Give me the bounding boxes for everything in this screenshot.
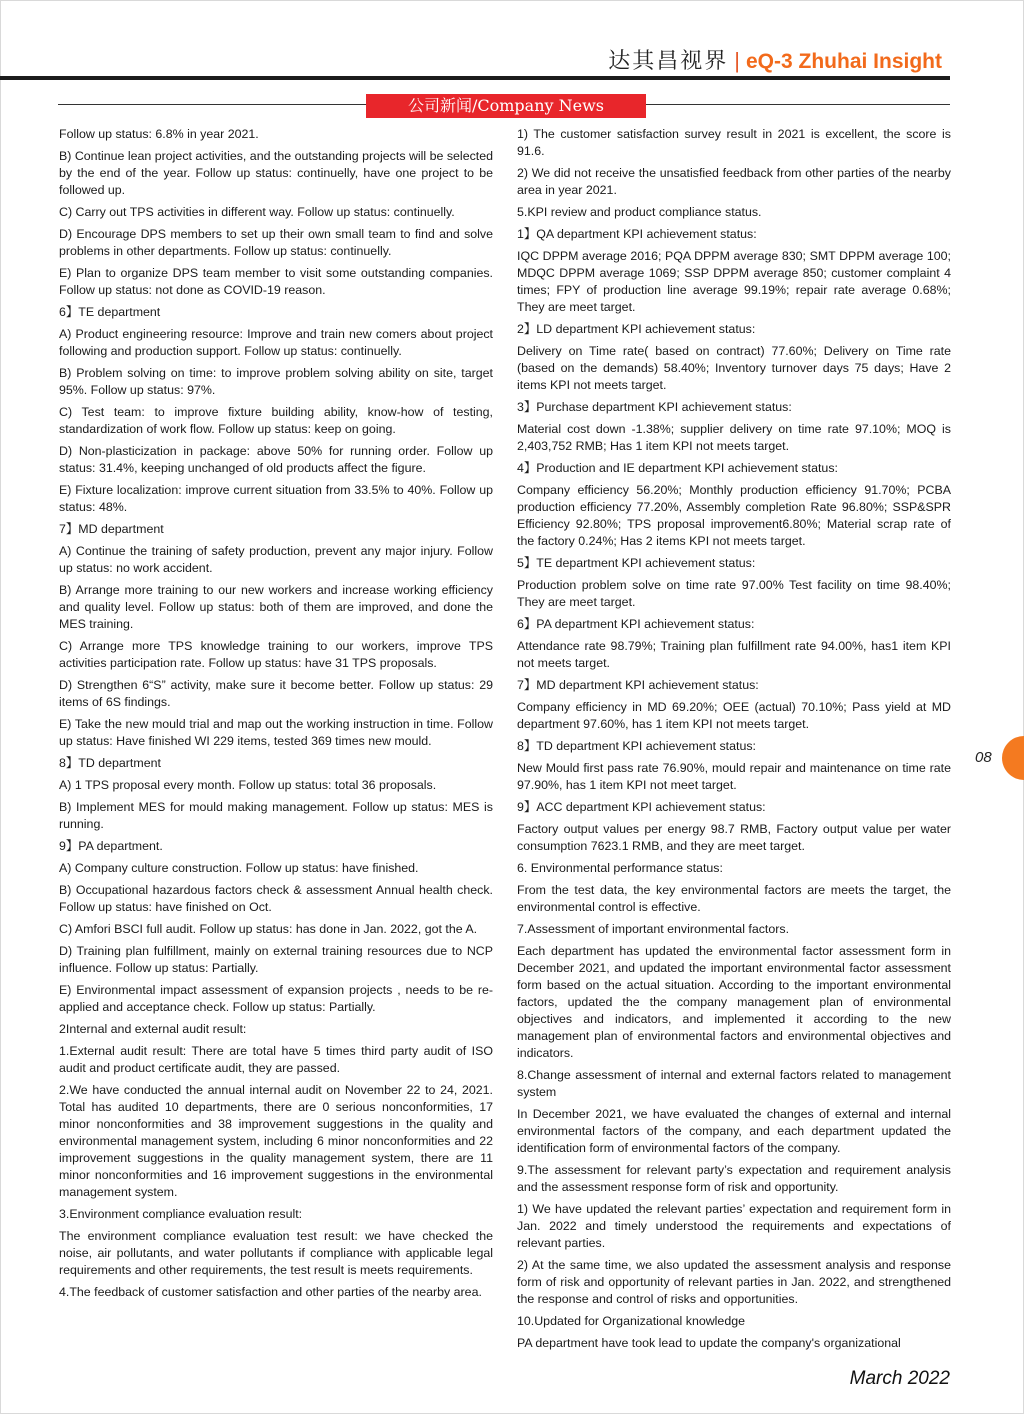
paragraph: A) 1 TPS proposal every month. Follow up status: total 36 proposals. bbox=[59, 778, 437, 792]
paragraph: E) Fixture localization: improve current situation from 33.5% to 40%. Follow up status: 48%. bbox=[59, 483, 493, 514]
paragraph: 3】Purchase department KPI achievement status: bbox=[517, 400, 792, 414]
paragraph: D) Non-plasticization in package: above 50% for running order. Follow up status: 31.4%, keeping unchanged of old products affect the figure. bbox=[59, 444, 493, 475]
paragraph: 6】TE department bbox=[59, 305, 161, 319]
paragraph: Factory output values per energy 98.7 RMB, Factory output value per water consumption 7623.1 RMB, and they are meet target. bbox=[517, 822, 951, 853]
paragraph: 2】LD department KPI achievement status: bbox=[517, 322, 756, 336]
paragraph: PA department have took lead to update the company's organizational bbox=[517, 1336, 901, 1350]
paragraph: A) Continue the training of safety production, prevent any major injury. Follow up status: no work accident. bbox=[59, 544, 493, 575]
paragraph: Company efficiency in MD 69.20%; OEE (actual) 70.10%; Pass yield at MD department 97.60%, has 1 item KPI not meets target. bbox=[517, 700, 951, 731]
paragraph: B) Implement MES for mould making management. Follow up status: MES is running. bbox=[59, 800, 493, 831]
paragraph: 2.We have conducted the annual internal audit on November 22 to 24, 2021. Total has audited 10 departments, there are 0 serious nonconformities, 17 minor nonconformities and 38 improvement suggestions in the quality and environmental management system, including 6 minor nonconformities and 22 improvement suggestions in the quality management system, there are 11 minor nonconformities and 16 improvement suggestions in the environmental management system. bbox=[59, 1083, 493, 1199]
paragraph: Delivery on Time rate( based on contract) 77.60%; Delivery on Time rate (based on the demands) 58.40%; Inventory turnover days 75 days; Have 2 items KPI not meets target. bbox=[517, 344, 951, 392]
paragraph: New Mould first pass rate 76.90%, mould repair and maintenance on time rate 97.90%, has 1 item KPI not meet target. bbox=[517, 761, 951, 792]
paragraph: A) Product engineering resource: Improve and train new comers about project following and production support. Follow up status: continuelly. bbox=[59, 327, 493, 358]
paragraph: 8】TD department bbox=[59, 756, 161, 770]
paragraph: 2) At the same time, we also updated the assessment analysis and response form of risk and opportunity of relevant parties in Jan. 2022, and strengthened the response and control of risks and opportunities. bbox=[517, 1258, 951, 1306]
paragraph: C) Test team: to improve fixture building ability, know-how of testing, standardization of work flow. Follow up status: keep on going. bbox=[59, 405, 493, 436]
paragraph: B) Arrange more training to our new workers and increase working efficiency and quality level. Follow up status: both of them are improved, and done the MES training. bbox=[59, 583, 493, 631]
paragraph: 5】TE department KPI achievement status: bbox=[517, 556, 756, 570]
paragraph: E) Environmental impact assessment of expansion projects , needs to be re-applied and acceptance check. Follow up status: Partially. bbox=[59, 983, 493, 1014]
header-rule bbox=[0, 76, 950, 80]
paragraph: The environment compliance evaluation test result: we have checked the noise, air pollutants, and water pollutants if compliance with applicable legal requirements and other requirements, the test result is meets requirements. bbox=[59, 1229, 493, 1277]
left-column bbox=[59, 126, 493, 1306]
paragraph: B) Problem solving on time: to improve problem solving ability on site, target 95%. Follow up status: 97%. bbox=[59, 366, 493, 397]
paragraph: D) Training plan fulfillment, mainly on external training resources due to NCP influence. Follow up status: Partially. bbox=[59, 944, 493, 975]
brand-name-chinese: 达其昌视界 bbox=[608, 49, 729, 74]
paragraph: D) Strengthen 6“S” activity, make sure it become better. Follow up status: 29 items of 6S findings. bbox=[59, 678, 493, 709]
paragraph: C) Arrange more TPS knowledge training to our workers, improve TPS activities participation rate. Follow up status: have 31 TPS proposals. bbox=[59, 639, 493, 670]
paragraph: Material cost down -1.38%; supplier delivery on time rate 97.10%; MOQ is 2,403,752 RMB; Has 1 item KPI not meets target. bbox=[517, 422, 951, 453]
page-number: 08 bbox=[975, 749, 992, 766]
paragraph: Follow up status: 6.8% in year 2021. bbox=[59, 127, 259, 141]
paragraph: Each department has updated the environmental factor assessment form in December 2021, and updated the important environmental factor assessment form based on the actual situation. According to the important environmental factors, updated the the company management plan of environmental objectives and indicators, and implemented it according to the new management plan of environmental factors and environmental objectives and indicators. bbox=[517, 944, 951, 1060]
paragraph: B) Continue lean project activities, and the outstanding projects will be selected by the end of the year. Follow up status: continuelly, have one project to be followed up. bbox=[59, 149, 493, 197]
paragraph: 4】Production and IE department KPI achievement status: bbox=[517, 461, 838, 475]
paragraph: B) Occupational hazardous factors check & assessment Annual health check. Follow up status: have finished on Oct. bbox=[59, 883, 493, 914]
paragraph: 7】MD department bbox=[59, 522, 164, 536]
issue-date: March 2022 bbox=[849, 1368, 950, 1389]
paragraph: Company efficiency 56.20%; Monthly production efficiency 91.70%; PCBA production efficiency 77.20%, Assembly completion Rate 96.80%; SSP&SPR Efficiency 92.80%; TPS proposal improvement6.80%; Material scrap rate of the factory 0.24%; Has 2 items KPI not meets target. bbox=[517, 483, 951, 548]
brand-name-english: eQ-3 Zhuhai Insight bbox=[745, 50, 942, 73]
masthead bbox=[0, 0, 1024, 120]
paragraph: D) Encourage DPS members to set up their own small team to find and solve problems in other departments. Follow up status: continuelly. bbox=[59, 227, 493, 258]
paragraph: 6】PA department KPI achievement status: bbox=[517, 617, 755, 631]
paragraph: Attendance rate 98.79%; Training plan fulfillment rate 94.00%, has1 item KPI not meets target. bbox=[517, 639, 951, 670]
paragraph: 1.External audit result: There are total have 5 times third party audit of ISO audit and product certificate audit, they are passed. bbox=[59, 1044, 493, 1075]
paragraph: 2Internal and external audit result: bbox=[59, 1022, 247, 1036]
paragraph: Production problem solve on time rate 97.00% Test facility on time 98.40%; They are meet target. bbox=[517, 578, 951, 609]
paragraph: 6. Environmental performance status: bbox=[517, 861, 723, 875]
paragraph: A) Company culture construction. Follow up status: have finished. bbox=[59, 861, 419, 875]
paragraph: 7】MD department KPI achievement status: bbox=[517, 678, 759, 692]
paragraph: 1) The customer satisfaction survey result in 2021 is excellent, the score is 91.6. bbox=[517, 127, 951, 158]
paragraph: 9.The assessment for relevant party’s expectation and requirement analysis and the assessment response form of risk and opportunity. bbox=[517, 1163, 951, 1194]
brand-logo bbox=[608, 44, 942, 75]
paragraph: From the test data, the key environmental factors are meets the target, the environmental control is effective. bbox=[517, 883, 951, 914]
paragraph: 7.Assessment of important environmental factors. bbox=[517, 922, 790, 936]
paragraph: 4.The feedback of customer satisfaction and other parties of the nearby area. bbox=[59, 1285, 482, 1299]
paragraph: C) Amfori BSCI full audit. Follow up status: has done in Jan. 2022, got the A. bbox=[59, 922, 478, 936]
paragraph: IQC DPPM average 2016; PQA DPPM average 830; SMT DPPM average 100; MDQC DPPM average 1069; SSP DPPM average 850; customer complaint 4 times; FPY of production line average 99.19%; repair rate average 0.68%; They are meet target. bbox=[517, 249, 951, 314]
paragraph: E) Take the new mould trial and map out the working instruction in time. Follow up status: Have finished WI 229 items, tested 369 times new mould. bbox=[59, 717, 493, 748]
paragraph: 3.Environment compliance evaluation result: bbox=[59, 1207, 303, 1221]
paragraph: 8.Change assessment of internal and external factors related to management system bbox=[517, 1068, 951, 1099]
paragraph: C) Carry out TPS activities in different way. Follow up status: continuelly. bbox=[59, 205, 455, 219]
paragraph: 1) We have updated the relevant parties’ expectation and requirement form in Jan. 2022 and timely understood the requirements and expectations of relevant parties. bbox=[517, 1202, 951, 1250]
paragraph: 8】TD department KPI achievement status: bbox=[517, 739, 756, 753]
brand-separator: | bbox=[734, 48, 740, 73]
right-column bbox=[517, 126, 951, 1357]
paragraph: E) Plan to organize DPS team member to visit some outstanding companies. Follow up status: not done as COVID-19 reason. bbox=[59, 266, 493, 297]
section-label: 公司新闻/Company News bbox=[366, 94, 646, 118]
paragraph: 1】QA department KPI achievement status: bbox=[517, 227, 757, 241]
paragraph: 10.Updated for Organizational knowledge bbox=[517, 1314, 745, 1328]
paragraph: 9】PA department. bbox=[59, 839, 163, 853]
paragraph: 2) We did not receive the unsatisfied feedback from other parties of the nearby area in year 2021. bbox=[517, 166, 951, 197]
paragraph: In December 2021, we have evaluated the changes of external and internal environmental factors of the company, and each department updated the identification form of environmental factors of the company. bbox=[517, 1107, 951, 1155]
paragraph: 5.KPI review and product compliance status. bbox=[517, 205, 762, 219]
paragraph: 9】ACC department KPI achievement status: bbox=[517, 800, 766, 814]
